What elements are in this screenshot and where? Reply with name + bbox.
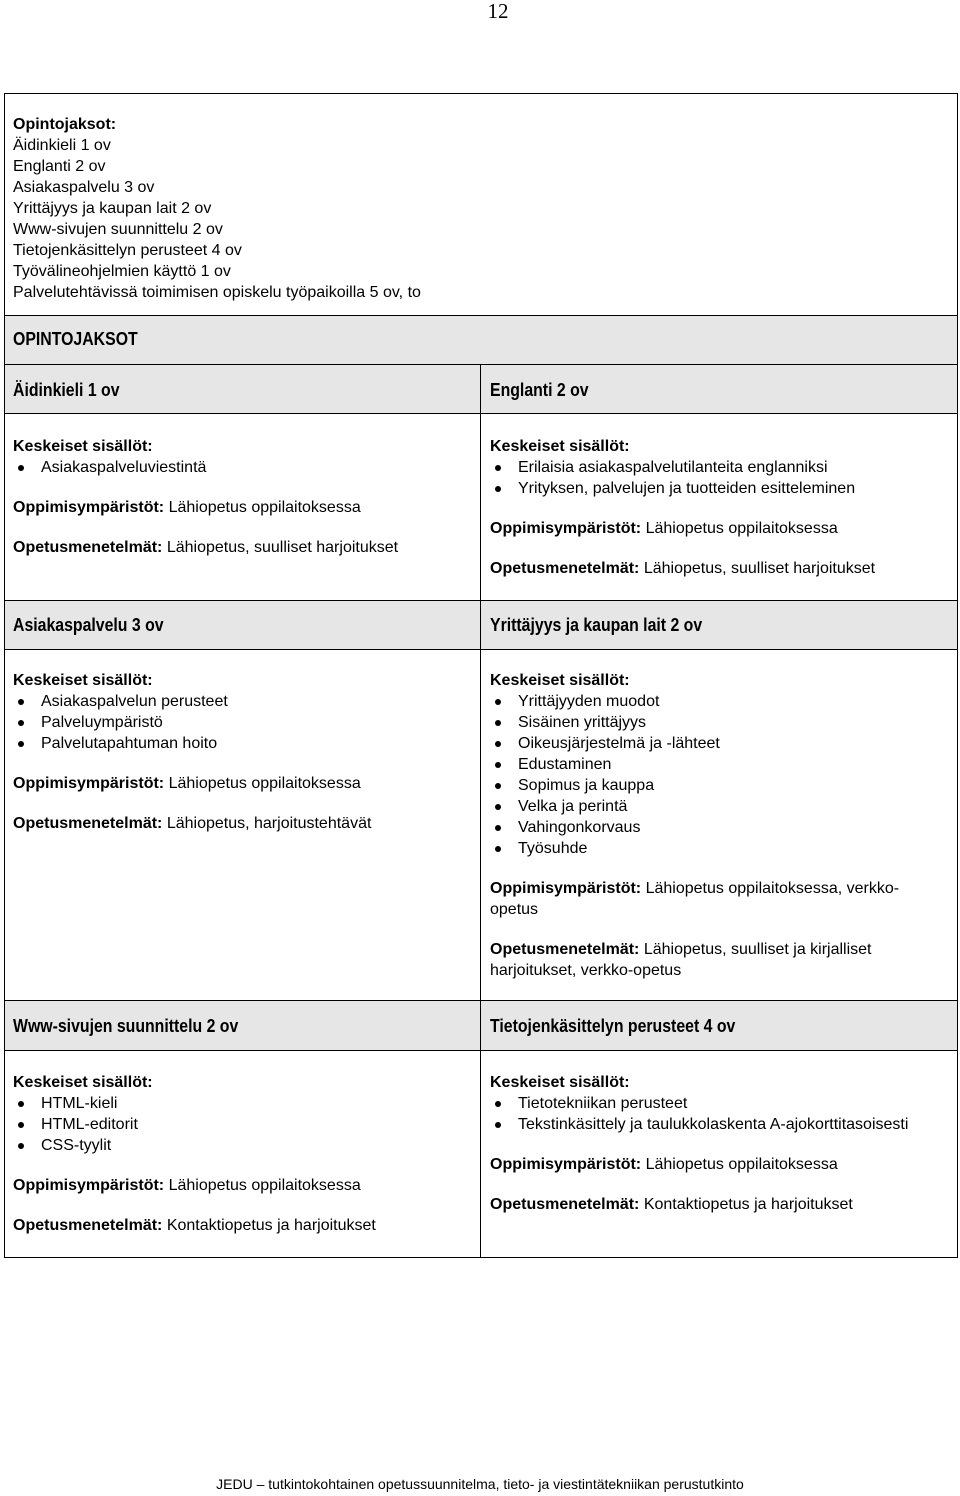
- list-item: Erilaisia asiakaspalvelutilanteita englanniksi: [490, 457, 875, 478]
- methods-row: Opetusmenetelmät: Lähiopetus, suulliset ja kirjalliset harjoitukset, verkko-opetus: [490, 941, 872, 979]
- environment-row: Oppimisympäristöt: Lähiopetus oppilaitoksessa: [13, 775, 361, 792]
- intro-line: Asiakaspalvelu 3 ov: [13, 179, 155, 196]
- intro-line: Tietojenkäsittelyn perusteet 4 ov: [13, 242, 242, 259]
- intro-line: Englanti 2 ov: [13, 158, 106, 175]
- content-list: [490, 1093, 908, 1135]
- content-list: [13, 691, 371, 754]
- content-label: Keskeiset sisällöt:: [490, 1074, 630, 1091]
- course-body-englanti: [490, 436, 875, 579]
- course-title: Www-sivujen suunnittelu 2 ov: [13, 1016, 239, 1036]
- intro-line: Palvelutehtävissä toimimisen opiskelu työpaikoilla 5 ov, to: [13, 284, 421, 301]
- list-item: Sisäinen yrittäjyys: [490, 712, 950, 733]
- list-item: Sopimus ja kauppa: [490, 775, 950, 796]
- list-item: Tietotekniikan perusteet: [490, 1093, 908, 1114]
- divider: [4, 364, 958, 365]
- methods-row: Opetusmenetelmät: Lähiopetus, harjoitustehtävät: [13, 815, 372, 832]
- intro-block: [13, 114, 421, 303]
- course-title: Äidinkieli 1 ov: [13, 380, 120, 400]
- course-title: Asiakaspalvelu 3 ov: [13, 615, 164, 635]
- list-item: Yrityksen, palvelujen ja tuotteiden esitteleminen: [490, 478, 875, 499]
- section-header-text: OPINTOJAKSOT: [13, 329, 138, 349]
- list-item: Vahingonkorvaus: [490, 817, 950, 838]
- content-label: Keskeiset sisällöt:: [490, 672, 630, 689]
- list-item: Yrittäjyyden muodot: [490, 691, 950, 712]
- divider: [4, 600, 958, 601]
- environment-row: Oppimisympäristöt: Lähiopetus oppilaitoksessa: [13, 499, 361, 516]
- intro-heading: Opintojaksot:: [13, 116, 117, 133]
- course-body-asiakaspalvelu: [13, 670, 371, 834]
- intro-line: Äidinkieli 1 ov: [13, 137, 111, 154]
- environment-row: Oppimisympäristöt: Lähiopetus oppilaitoksessa, verkko- opetus: [490, 880, 900, 918]
- intro-line: Www-sivujen suunnittelu 2 ov: [13, 221, 223, 238]
- list-item: Asiakaspalvelun perusteet: [13, 691, 371, 712]
- environment-row: Oppimisympäristöt: Lähiopetus oppilaitoksessa: [490, 520, 838, 537]
- environment-row: Oppimisympäristöt: Lähiopetus oppilaitoksessa: [13, 1177, 361, 1194]
- methods-row: Opetusmenetelmät: Kontaktiopetus ja harjoitukset: [13, 1217, 376, 1234]
- content-label: Keskeiset sisällöt:: [490, 438, 630, 455]
- content-label: Keskeiset sisällöt:: [13, 672, 153, 689]
- list-item: Palvelutapahtuman hoito: [13, 733, 371, 754]
- content-list: [13, 1093, 376, 1156]
- divider: [480, 364, 481, 1258]
- list-item: Velka ja perintä: [490, 796, 950, 817]
- environment-row: Oppimisympäristöt: Lähiopetus oppilaitoksessa: [490, 1156, 838, 1173]
- content-label: Keskeiset sisällöt:: [13, 438, 153, 455]
- divider: [4, 315, 958, 316]
- content-list: [13, 457, 398, 478]
- course-body-tieto: [490, 1072, 908, 1215]
- course-title: Yrittäjyys ja kaupan lait 2 ov: [490, 615, 703, 635]
- content-list: [490, 691, 950, 859]
- content-list: [490, 457, 875, 499]
- page-number: 12: [487, 0, 509, 23]
- content-label: Keskeiset sisällöt:: [13, 1074, 153, 1091]
- list-item: Työsuhde: [490, 838, 950, 859]
- list-item: CSS-tyylit: [13, 1135, 376, 1156]
- list-item: Palveluympäristö: [13, 712, 371, 733]
- page-footer: JEDU – tutkintokohtainen opetussuunnitelma, tieto- ja viestintätekniikan perustutkinto: [216, 1476, 744, 1492]
- list-item: Tekstinkäsittely ja taulukkolaskenta A-ajokorttitasoisesti: [490, 1114, 908, 1135]
- list-item: HTML-editorit: [13, 1114, 376, 1135]
- list-item: Edustaminen: [490, 754, 950, 775]
- divider: [4, 413, 958, 414]
- list-item: Oikeusjärjestelmä ja -lähteet: [490, 733, 950, 754]
- intro-line: Työvälineohjelmien käyttö 1 ov: [13, 263, 231, 280]
- list-item: HTML-kieli: [13, 1093, 376, 1114]
- course-body-yrittajyys: [490, 670, 950, 981]
- methods-row: Opetusmenetelmät: Lähiopetus, suulliset harjoitukset: [490, 560, 876, 577]
- course-body-aidinkieli: [13, 436, 398, 558]
- course-title: Englanti 2 ov: [490, 380, 589, 400]
- divider: [4, 1000, 958, 1001]
- course-body-www: [13, 1072, 376, 1236]
- methods-row: Opetusmenetelmät: Kontaktiopetus ja harjoitukset: [490, 1196, 853, 1213]
- divider: [4, 649, 958, 650]
- methods-row: Opetusmenetelmät: Lähiopetus, suulliset harjoitukset: [13, 539, 399, 556]
- section-header: [13, 329, 155, 351]
- divider: [4, 1050, 958, 1051]
- course-title: Tietojenkäsittelyn perusteet 4 ov: [490, 1016, 736, 1036]
- list-item: Asiakaspalveluviestintä: [13, 457, 398, 478]
- intro-line: Yrittäjyys ja kaupan lait 2 ov: [13, 200, 212, 217]
